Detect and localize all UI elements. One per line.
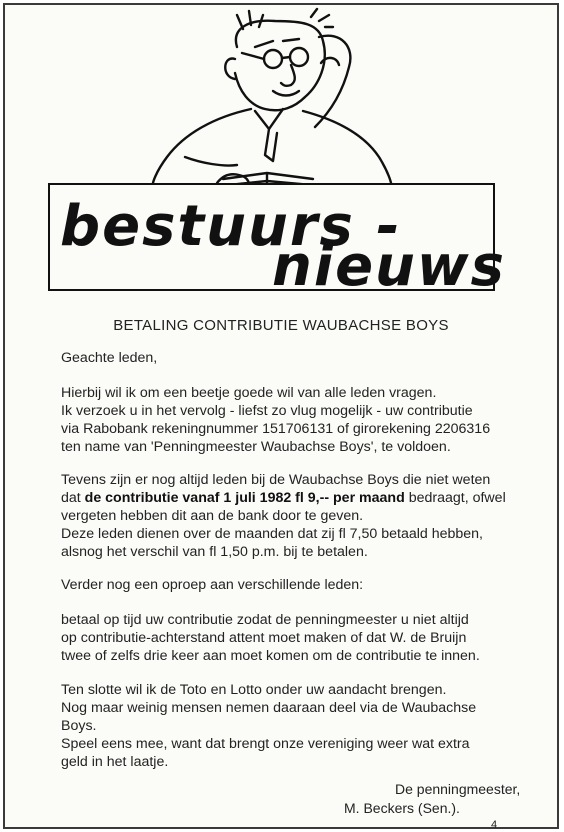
paragraph-2-line-2-end: bedraagt, ofwel — [404, 490, 506, 506]
page-number: 4 — [491, 819, 498, 831]
paragraph-5-line-2: Nog maar weinig mensen nemen daaraan deel via de Waubachse — [61, 700, 477, 716]
article-heading: BETALING CONTRIBUTIE WAUBACHSE BOYS — [113, 317, 449, 334]
paragraph-1-line-3: via Rabobank rekeningnummer 151706131 of girorekening 2206316 — [61, 421, 491, 437]
paragraph-4-line-2: op contributie-achterstand attent moet maken of dat W. de Bruijn — [61, 630, 467, 646]
paragraph-2-line-5: alsnog het verschil van fl 1,50 p.m. bij te betalen. — [61, 544, 368, 560]
paragraph-3: Verder nog een oproep aan verschillende leden: — [61, 577, 364, 593]
paragraph-2-line-3: vergeten hebben dit aan de bank door te geven. — [61, 508, 364, 524]
paragraph-5-line-5: geld in het laatje. — [61, 754, 169, 770]
paragraph-5-line-3: Boys. — [61, 718, 97, 734]
paragraph-2-line-4: Deze leden dienen over de maanden dat zij fl 7,50 betaald hebben, — [61, 526, 483, 542]
signature-name: M. Beckers (Sen.). — [344, 800, 460, 816]
bestuursnieuws-banner — [48, 183, 506, 299]
salutation: Geachte leden, — [61, 350, 158, 366]
paragraph-2-line-2-start: dat — [61, 490, 85, 506]
banner-line-2: nieuws — [272, 234, 506, 299]
paragraph-5-line-4: Speel eens mee, want dat brengt onze vereniging weer wat extra — [61, 736, 470, 752]
paragraph-4-line-3: twee of zelfs drie keer aan moet komen om de contributie te innen. — [61, 648, 480, 664]
paragraph-2-line-2 — [61, 490, 506, 508]
paragraph-1-line-4: ten name van 'Penningmeester Waubachse Boys', te voldoen. — [61, 439, 451, 455]
paragraph-2-line-1: Tevens zijn er nog altijd leden bij de Waubachse Boys die niet weten — [61, 472, 491, 488]
signature-role: De penningmeester, — [395, 781, 521, 797]
paragraph-5-line-1: Ten slotte wil ik de Toto en Lotto onder uw aandacht brengen. — [61, 682, 447, 698]
paragraph-4-line-1: betaal op tijd uw contributie zodat de penningmeester u niet altijd — [61, 612, 469, 628]
contribution-amount-emphasis: de contributie vanaf 1 juli 1982 fl 9,-- per maand — [84, 490, 405, 506]
banner-line-1: bestuurs - — [60, 194, 402, 259]
paragraph-1-line-1: Hierbij wil ik om een beetje goede wil van alle leden vragen. — [61, 385, 437, 401]
paragraph-1-line-2: Ik verzoek u in het vervolg - liefst zo vlug mogelijk - uw contributie — [61, 403, 473, 419]
document-page — [3, 3, 559, 829]
cartoon-illustration — [105, 7, 435, 207]
